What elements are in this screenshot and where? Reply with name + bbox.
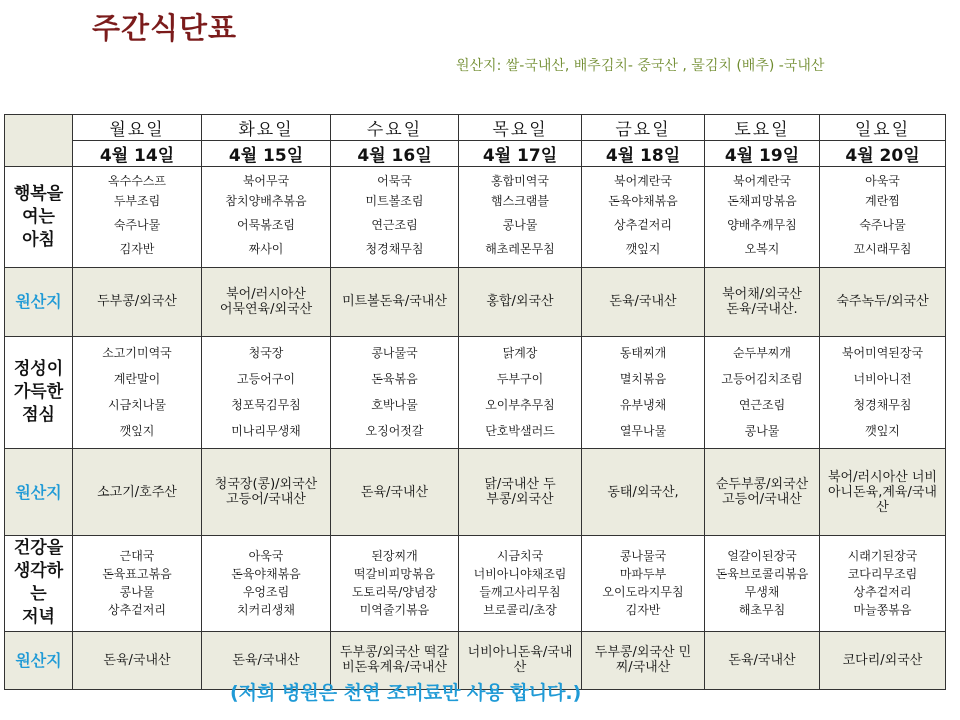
menu-item: 우엉조림 [242,585,290,600]
menu-item: 오복지 [744,242,780,257]
menu-item: 참치양배추볶음 [225,194,307,209]
lunch-menu-cell [705,336,820,449]
breakfast-label: 행복을 여는 아침 [5,167,73,268]
menu-item: 미역줄기볶음 [359,603,430,618]
menu-item: 숙주나물 [859,218,906,233]
menu-item: 열무나물 [619,424,667,439]
menu-item: 시래기된장국 [847,549,918,564]
menu-item: 동태찌개 [619,346,667,361]
day-name: 금요일 [582,115,705,141]
origin-cell: 두부콩/외국산 떡갈 비돈육계육/국내산 [331,631,459,689]
menu-item: 두부조림 [113,194,161,209]
day-date: 4월 17일 [459,141,582,167]
menu-item: 김자반 [119,242,155,257]
menu-item: 콩나물국 [619,549,667,564]
menu-item: 미나리무생채 [231,424,301,439]
rice-kimchi-origin-note: 원산지: 쌀-국내산, 배추김치- 중국산 , 물김치 (배추) -국내산 [456,58,825,74]
menu-item: 아욱국 [248,549,284,564]
menu-item: 청포묵김무침 [231,398,301,413]
day-name-row [5,115,946,141]
menu-item: 연근조림 [371,218,418,233]
breakfast-menu-cell [331,167,459,268]
day-date: 4월 18일 [582,141,705,167]
day-name: 일요일 [820,115,946,141]
day-date: 4월 16일 [331,141,459,167]
origin-cell: 미트볼돈육/국내산 [331,268,459,336]
menu-item: 옥수수스프 [108,174,166,189]
menu-item: 상추겉저리 [853,585,912,600]
menu-item: 숙주나물 [113,218,161,233]
breakfast-menu-cell [459,167,582,268]
day-date: 4월 14일 [73,141,202,167]
menu-item: 떡갈비피망볶음 [353,567,436,582]
day-date: 4월 20일 [820,141,946,167]
lunch-menu-cell [73,336,202,449]
menu-item: 김자반 [625,603,661,618]
lunch-menu-cell [820,336,946,449]
lunch-origin-row [5,449,946,536]
breakfast-row [5,167,946,268]
menu-item: 고등어구이 [237,372,295,387]
origin-cell: 북어/러시아산 너비 아니돈육,계육/국내 산 [820,449,946,536]
dinner-menu-cell [582,535,705,631]
menu-item: 두부구이 [496,372,544,387]
lunch-menu-cell [582,336,705,449]
lunch-origin-label: 원산지 [5,449,73,536]
menu-item: 단호박샐러드 [485,424,555,439]
origin-cell: 순두부콩/외국산 고등어/국내산 [705,449,820,536]
menu-item: 시금치나물 [108,398,166,413]
menu-item: 멸치볶음 [619,372,667,387]
menu-item: 호박나물 [371,398,418,413]
menu-item: 계란찜 [865,194,900,209]
menu-item: 마늘쫑볶음 [853,603,912,618]
menu-item: 닭계장 [502,346,538,361]
menu-item: 콩나물 [502,218,538,233]
menu-item: 깻잎지 [865,424,900,439]
menu-item: 오이도라지무침 [602,585,684,600]
dinner-menu-cell [202,535,331,631]
day-name: 화요일 [202,115,331,141]
dinner-menu-cell [73,535,202,631]
menu-item: 홍합미역국 [491,174,549,189]
menu-item: 브로콜리/초장 [483,603,557,618]
menu-item: 마파두부 [619,567,667,582]
menu-item: 오이부추무침 [485,398,555,413]
menu-item: 꼬시래무침 [853,242,912,257]
breakfast-menu-cell [582,167,705,268]
menu-item: 깻잎지 [119,424,155,439]
dinner-row [5,535,946,631]
origin-cell: 숙주녹두/외국산 [820,268,946,336]
menu-item: 돈육표고볶음 [102,567,172,582]
lunch-menu-cell [331,336,459,449]
corner-cell [5,115,73,167]
lunch-row [5,336,946,449]
lunch-menu-cell [202,336,331,449]
menu-item: 미트볼조림 [365,194,424,209]
menu-item: 무생채 [744,585,780,600]
menu-item: 순두부찌개 [733,346,791,361]
menu-item: 얼갈이된장국 [727,549,797,564]
menu-item: 연근조림 [738,398,786,413]
lunch-label: 정성이 가득한 점심 [5,336,73,449]
dinner-menu-cell [705,535,820,631]
menu-item: 햄스크램블 [491,194,549,209]
menu-item: 오징어젓갈 [365,424,424,439]
day-date: 4월 15일 [202,141,331,167]
menu-item: 깻잎지 [625,242,661,257]
origin-cell: 돈육/국내산 [705,631,820,689]
menu-item: 고등어김치조림 [721,372,803,387]
menu-item: 너비아니야채조림 [473,567,567,582]
origin-cell: 두부콩/외국산 민 찌/국내산 [582,631,705,689]
breakfast-menu-cell [202,167,331,268]
menu-item: 북어무국 [242,174,290,189]
menu-item: 유부냉채 [619,398,667,413]
menu-item: 돈육볶음 [371,372,418,387]
day-name: 월요일 [73,115,202,141]
natural-seasoning-note: (저희 병원은 천연 조미료만 사용 합니다.) [230,682,582,704]
menu-item: 돈채피망볶음 [727,194,797,209]
menu-item: 해초레몬무침 [485,242,555,257]
menu-item: 콩나물 [119,585,155,600]
menu-item: 어묵볶조림 [237,218,295,233]
breakfast-menu-cell [705,167,820,268]
menu-item: 계란말이 [113,372,161,387]
menu-item: 북어미역된장국 [841,346,924,361]
origin-cell: 북어/러시아산 어묵연육/외국산 [202,268,331,336]
day-name: 수요일 [331,115,459,141]
origin-cell: 코다리/외국산 [820,631,946,689]
day-date-row [5,141,946,167]
breakfast-origin-row [5,268,946,336]
menu-item: 양배추깨무침 [727,218,797,233]
breakfast-menu-cell [73,167,202,268]
origin-cell: 닭/국내산 두 부콩/외국산 [459,449,582,536]
menu-item: 치커리생채 [237,603,295,618]
menu-item: 돈육야채볶음 [608,194,678,209]
origin-cell: 홍합/외국산 [459,268,582,336]
dinner-menu-cell [331,535,459,631]
menu-item: 소고기미역국 [102,346,172,361]
menu-item: 시금치국 [496,549,544,564]
menu-item: 콩나물국 [371,346,418,361]
menu-item: 아욱국 [865,174,900,189]
dinner-label: 건강을 생각하 는 저녁 [5,535,73,631]
menu-item: 된장찌개 [371,549,418,564]
menu-item: 북어계란국 [733,174,791,189]
menu-item: 근대국 [119,549,155,564]
day-date: 4월 19일 [705,141,820,167]
menu-item: 해초무침 [738,603,786,618]
origin-cell: 돈육/국내산 [331,449,459,536]
menu-item: 북어계란국 [614,174,672,189]
menu-item: 짜사이 [248,242,284,257]
menu-item: 청국장 [248,346,284,361]
origin-cell: 돈육/국내산 [202,631,331,689]
menu-item: 도토리묵/양념장 [351,585,438,600]
menu-item: 어묵국 [377,174,412,189]
menu-item: 너비아니전 [853,372,912,387]
origin-cell: 두부콩/외국산 [73,268,202,336]
breakfast-origin-label: 원산지 [5,268,73,336]
menu-item: 청경채무침 [365,242,424,257]
menu-item: 돈육야채볶음 [231,567,301,582]
dinner-menu-cell [820,535,946,631]
lunch-menu-cell [459,336,582,449]
menu-item: 들깨고사리무침 [479,585,561,600]
origin-cell: 너비아니돈육/국내 산 [459,631,582,689]
menu-item: 콩나물 [744,424,780,439]
menu-item: 상추겉저리 [614,218,672,233]
origin-cell: 돈육/국내산 [73,631,202,689]
menu-item: 상추겉저리 [108,603,166,618]
breakfast-menu-cell [820,167,946,268]
origin-cell: 소고기/호주산 [73,449,202,536]
day-name: 목요일 [459,115,582,141]
origin-cell: 돈육/국내산 [582,268,705,336]
dinner-origin-label: 원산지 [5,631,73,689]
origin-cell: 청국장(콩)/외국산 고등어/국내산 [202,449,331,536]
origin-cell: 북어채/외국산 돈육/국내산. [705,268,820,336]
menu-item: 청경채무침 [853,398,912,413]
menu-item: 돈육브로콜리볶음 [715,567,809,582]
dinner-menu-cell [459,535,582,631]
page-title: 주간식단표 [92,11,238,45]
origin-cell: 동태/외국산, [582,449,705,536]
weekly-menu-table [4,114,946,690]
menu-item: 코다리무조림 [847,567,918,582]
day-name: 토요일 [705,115,820,141]
